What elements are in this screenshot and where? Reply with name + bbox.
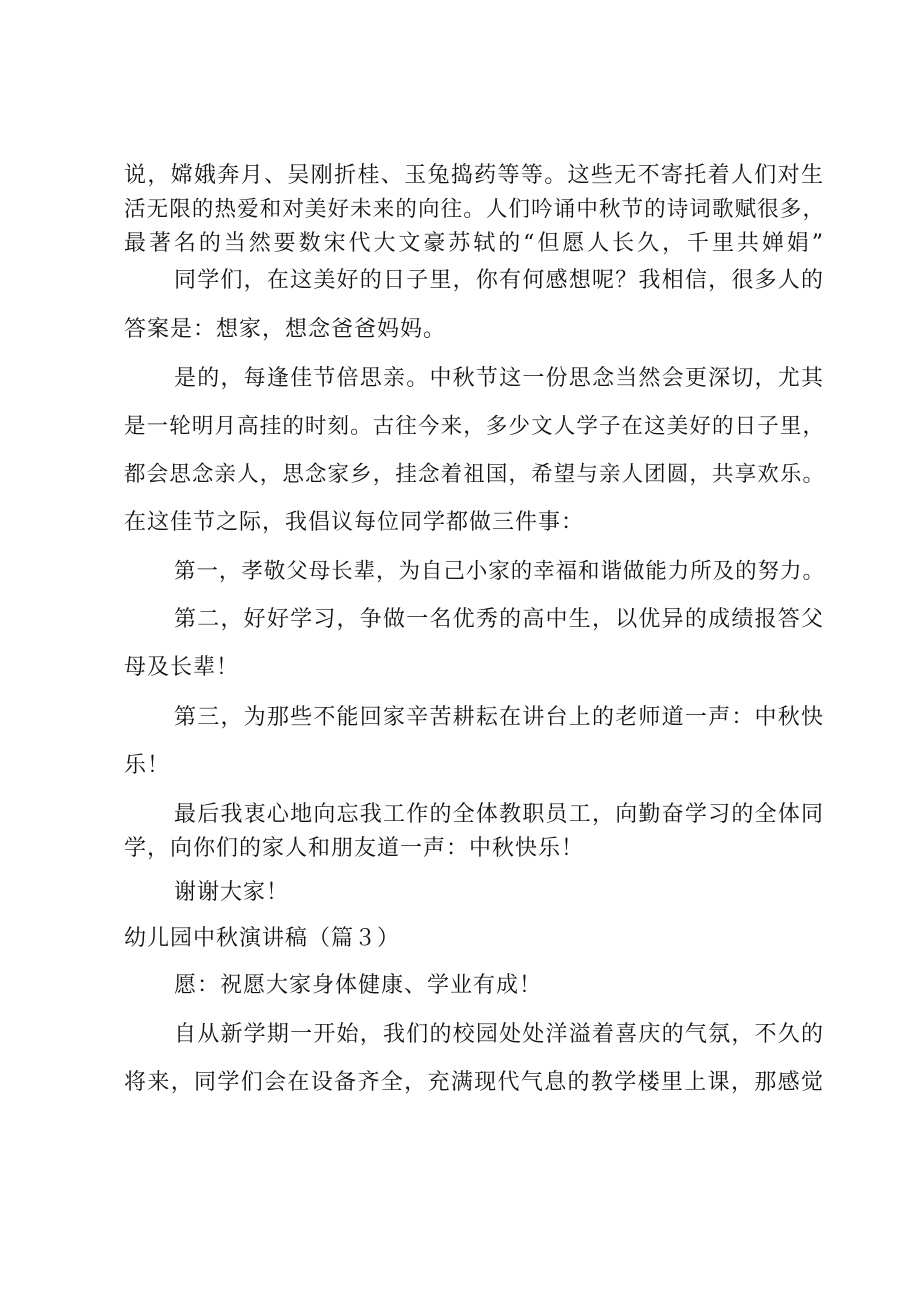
- text-line: 最后我衷心地向忘我工作的全体教职员工，向勤奋学习的全体同: [174, 802, 824, 827]
- text-line: 自从新学期一开始，我们的校园处处洋溢着喜庆的气氛，不久的: [174, 1022, 824, 1047]
- text-line: 第二，好好学习，争做一名优秀的高中生，以优异的成绩报答父: [174, 607, 824, 632]
- section-heading: 幼儿园中秋演讲稿（篇３）: [124, 926, 401, 951]
- text-line: 是的，每逢佳节倍思亲。中秋节这一份思念当然会更深切，尤其: [174, 366, 824, 391]
- text-line: 说，嫦娥奔月、吴刚折桂、玉兔捣药等等。这些无不寄托着人们对生: [124, 163, 824, 188]
- text-line: 同学们，在这美好的日子里，你有何感想呢？我相信，很多人的: [174, 268, 824, 293]
- text-line: 母及长辈！: [124, 655, 240, 680]
- text-line: 第三，为那些不能回家辛苦耕耘在讲台上的老师道一声：中秋快: [174, 705, 824, 730]
- text-line: 学，向你们的家人和朋友道一声：中秋快乐！: [124, 836, 585, 861]
- text-line: 谢谢大家！: [174, 880, 290, 905]
- text-line: 活无限的热爱和对美好未来的向往。人们吟诵中秋节的诗词歌赋很多，: [124, 197, 824, 222]
- text-line: 愿：祝愿大家身体健康、学业有成！: [174, 973, 543, 998]
- text-line: 最著名的当然要数宋代大文豪苏轼的“但愿人长久，千里共婵娟”: [124, 231, 824, 256]
- text-line: 是一轮明月高挂的时刻。古往今来，多少文人学子在这美好的日子里，: [124, 414, 824, 439]
- text-line: 将来，同学们会在设备齐全，充满现代气息的教学楼里上课，那感觉: [124, 1070, 824, 1095]
- text-line: 答案是：想家，想念爸爸妈妈。: [124, 317, 447, 342]
- text-line: 在这佳节之际，我倡议每位同学都做三件事：: [124, 510, 585, 535]
- text-line: 都会思念亲人，思念家乡，挂念着祖国，希望与亲人团圆，共享欢乐。: [124, 462, 824, 487]
- text-line: 第一，孝敬父母长辈，为自己小家的幸福和谐做能力所及的努力。: [174, 559, 824, 584]
- text-line: 乐！: [124, 753, 171, 778]
